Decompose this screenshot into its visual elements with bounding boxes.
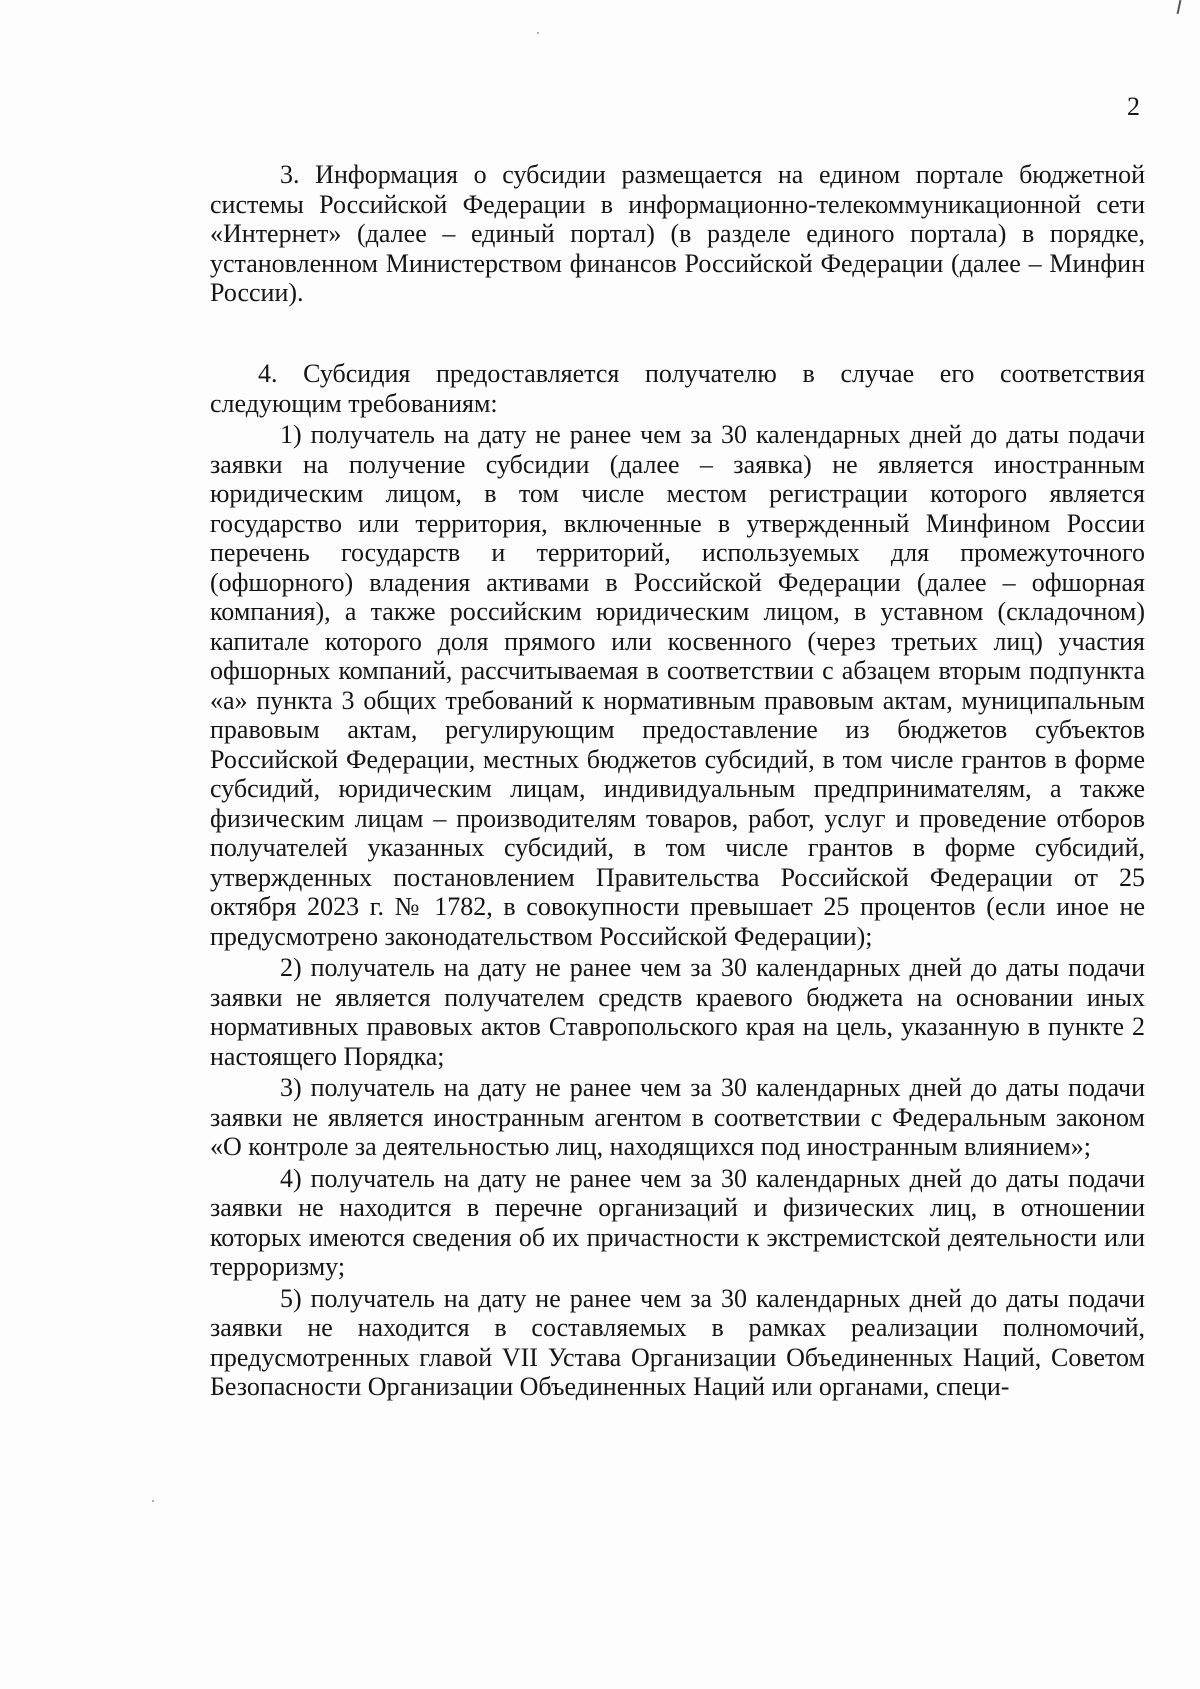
scan-speck [152, 1500, 154, 1502]
page-number: 2 [1127, 92, 1140, 121]
paragraph [210, 359, 1145, 418]
list-item [210, 1073, 1145, 1162]
section-3-text: 3. Информация о субсидии размещается на едином портале бюджетной системы Российской Федерации в информационно-телекоммуникационной сети «Интернет» (далее – единый портал) (в разделе единого портала) в порядке, установленном Министерством финансов Российской Федерации (далее – Минфин России). [210, 160, 1145, 307]
list-item-text: 2) получатель на дату не ранее чем за 30 календарных дней до даты подачи заявки не является получателем средств краевого бюджета на основании иных нормативных правовых актов Ставропольского края на цель, указанную в пункте 2 настоящего Порядка; [210, 953, 1145, 1071]
section-4-intro: 4. Субсидия предоставляется получателю в случае его соответствия следующим требованиям: [210, 359, 1145, 418]
section-4 [210, 359, 1145, 1402]
list-item-text: 1) получатель на дату не ранее чем за 30 календарных дней до даты подачи заявки на получение субсидии (далее – заявка) не является иностранным юридическим лицом, в том числе местом регистрации которого является государство или территория, включенные в утвержденный Минфином России перечень государств и территорий, используемых для промежуточного (офшорного) владения активами в Российской Федерации (далее – офшорная компания), а также российским юридическим лицом, в уставном (складочном) капитале которого доля прямого или косвенного (через третьих лиц) участия офшорных компаний, рассчитываемая в соответствии с абзацем вторым подпункта «а» пункта 3 общих требований к нормативным правовым актам, муниципальным правовым актам, регулирующим предоставление из бюджетов субъектов Российской Федерации, местных бюджетов субсидий, в том числе грантов в форме субсидий, юридическим лицам, индивидуальным предпринимателям, а также физическим лицам – производителям товаров, работ, услуг и проведение отборов получателей указанных субсидий, в том числе грантов в форме субсидий, утвержденных постановлением Правительства Российской Федерации от 25 октября 2023 г. № 1782, в совокупности превышает 25 процентов (если иное не предусмотрено законодательством Российской Федерации); [210, 420, 1145, 951]
list-item-text: 5) получатель на дату не ранее чем за 30 календарных дней до даты подачи заявки не находится в составляемых в рамках реализации полномочий, предусмотренных главой VII Устава Организации Объединенных Наций, Советом Безопасности Организации Объединенных Наций или органами, специ- [210, 1283, 1145, 1401]
scan-speck [537, 32, 539, 34]
list-item [210, 953, 1145, 1071]
list-item-text: 3) получатель на дату не ранее чем за 30 календарных дней до даты подачи заявки не является иностранным агентом в соответствии с Федеральным законом «О контроле за деятельностью лиц, находящихся под иностранным влиянием»; [210, 1073, 1145, 1161]
list-item [210, 1284, 1145, 1402]
section-3 [210, 160, 1145, 308]
scan-artifact [1177, 0, 1182, 14]
paragraph [210, 160, 1145, 308]
list-item-text: 4) получатель на дату не ранее чем за 30 календарных дней до даты подачи заявки не находится в перечне организаций и физических лиц, в отношении которых имеются сведения об их причастности к экстремистской деятельности или терроризму; [210, 1163, 1145, 1281]
list-item [210, 1164, 1145, 1282]
list-item [210, 420, 1145, 951]
